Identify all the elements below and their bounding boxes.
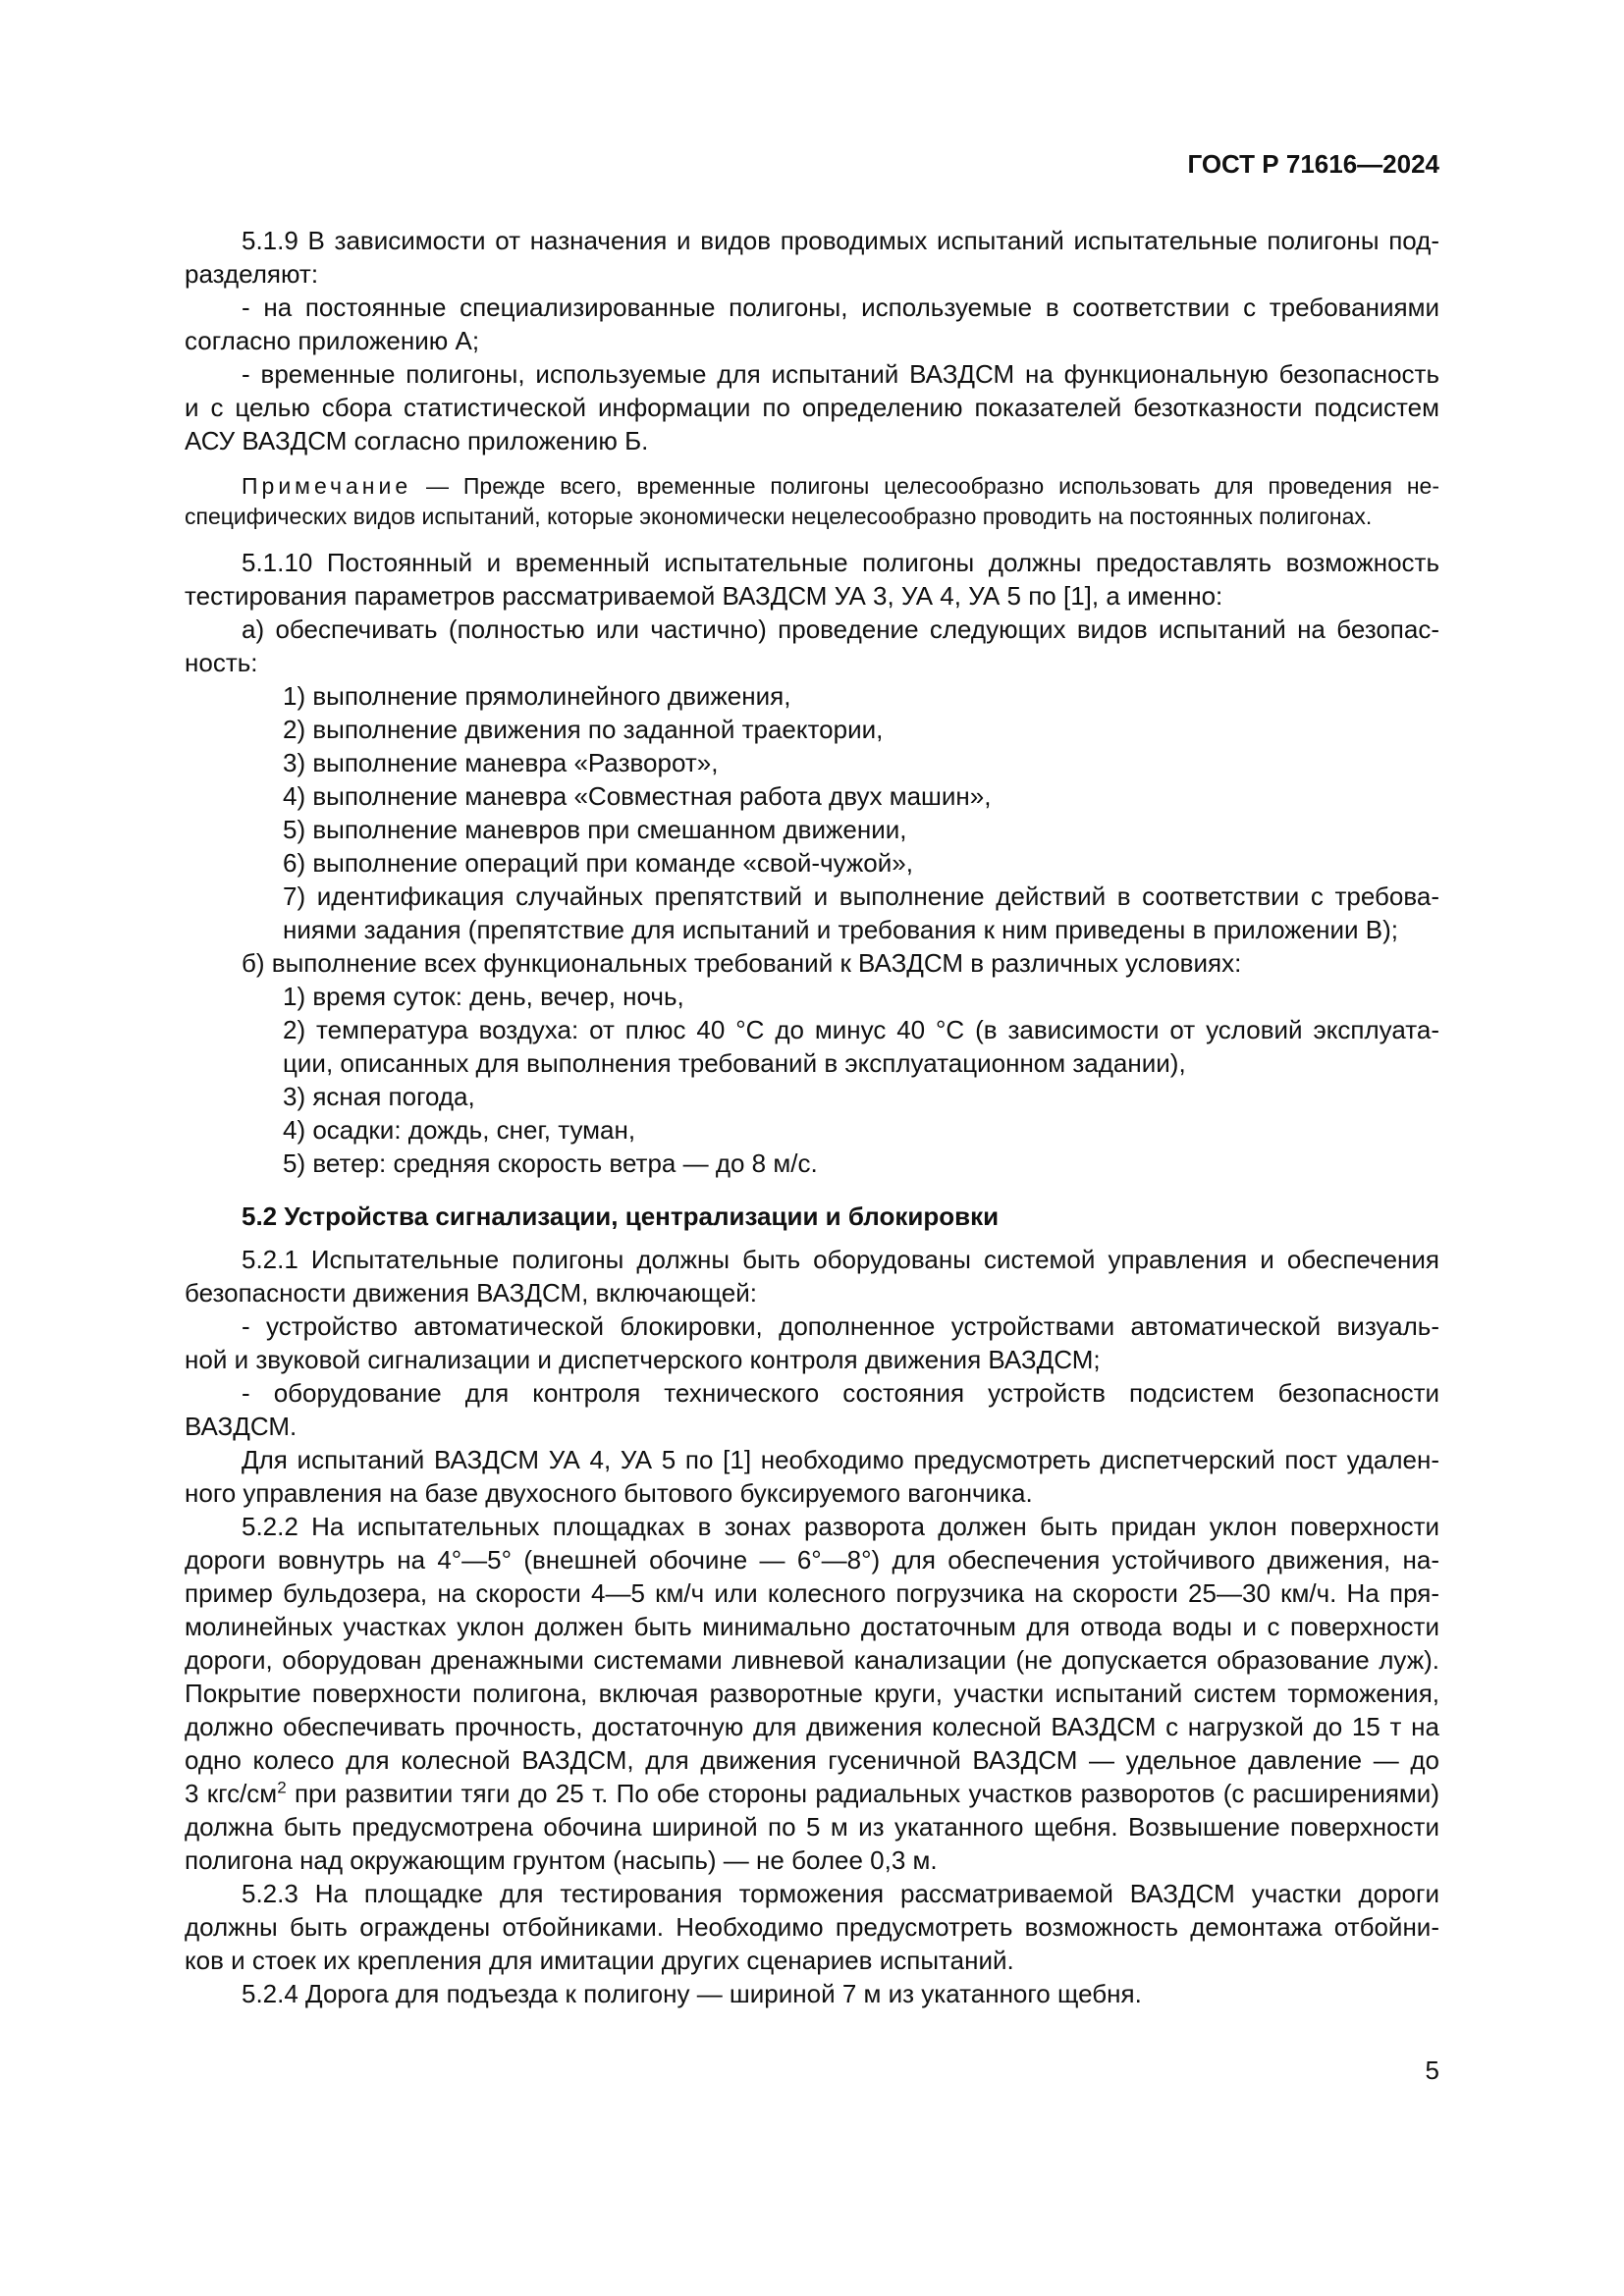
note-text-line1: — Прежде всего, временные полигоны целесообразно использовать для проведения не- xyxy=(411,473,1439,499)
clause-5-1-9-intro-line1: 5.1.9 В зависимости от назначения и видов проводимых испытаний испытательные полигоны под- xyxy=(242,226,1439,255)
clause-5-2-1-para-line1: Для испытаний ВАЗДСМ УА 4, УА 5 по [1] необходимо предусмотреть диспетчерский пост удален- xyxy=(242,1445,1439,1474)
clause-5-2-1-bullet2-line2: ВАЗДСМ. xyxy=(185,1412,298,1441)
note-text-line2: специфических видов испытаний, которые экономически нецелесообразно проводить на постоянных полигонах. xyxy=(185,504,1373,529)
item-a-7-line1: 7) идентификация случайных препятствий и выполнение действий в соответствии с требова- xyxy=(283,881,1439,911)
clause-5-2-2-line6: Покрытие поверхности полигона, включая разворотные круги, участки испытаний систем торможения, xyxy=(185,1679,1439,1708)
clause-5-2-2-line4: молинейных участках уклон должен быть минимально достаточным для отвода воды и с поверхности xyxy=(185,1612,1439,1641)
clause-5-2-1-bullet1-line1: - устройство автоматической блокировки, дополненное устройствами автоматической визуаль- xyxy=(242,1311,1439,1341)
clause-5-2-3-line3: ков и стоек их крепления для имитации других сценариев испытаний. xyxy=(185,1946,1014,1975)
clause-5-2-2-line9 xyxy=(185,1777,1439,1810)
item-a-line1: а) обеспечивать (полностью или частично) проведение следующих видов испытаний на безопас- xyxy=(242,614,1439,644)
clause-5-2-1-para-line2: ного управления на базе двухосного бытового буксируемого вагончика. xyxy=(185,1478,1033,1508)
clause-5-1-9-bullet2-line1: - временные полигоны, используемые для испытаний ВАЗДСМ на функциональную безопасность xyxy=(242,359,1439,389)
item-b-1: 1) время суток: день, вечер, ночь, xyxy=(283,982,684,1011)
document-designation: ГОСТ Р 71616—2024 xyxy=(1187,149,1439,179)
item-b-2-line1: 2) температура воздуха: от плюс 40 °С до минус 40 °С (в зависимости от условий эксплуата- xyxy=(283,1015,1439,1044)
clause-5-1-9-bullet2-line2: и с целью сбора статистической информации по определению показателей безотказности подсистем xyxy=(185,393,1439,422)
note xyxy=(185,471,1439,532)
item-a-3: 3) выполнение маневра «Разворот», xyxy=(283,748,719,777)
clause-5-2-2-line9-rest: при развитии тяги до 25 т. По обе стороны радиальных участков разворотов (с расширениями) xyxy=(286,1779,1439,1808)
clause-5-2-3-line1: 5.2.3 На площадке для тестирования торможения рассматриваемой ВАЗДСМ участки дороги xyxy=(242,1879,1439,1908)
item-a-6: 6) выполнение операций при команде «свой-чужой», xyxy=(283,848,913,878)
section-5-2-heading: 5.2 Устройства сигнализации, централизации и блокировки xyxy=(242,1201,1000,1231)
item-b-3: 3) ясная погода, xyxy=(283,1082,475,1111)
clause-5-1-9-intro-line2: разделяют: xyxy=(185,259,319,289)
item-b-4: 4) осадки: дождь, снег, туман, xyxy=(283,1115,636,1145)
clause-5-1-9-bullet2-line3: АСУ ВАЗДСМ согласно приложению Б. xyxy=(185,426,649,455)
item-a-7-line2: ниями задания (препятствие для испытаний и требования к ним приведены в приложении В); xyxy=(283,915,1398,944)
item-a-1: 1) выполнение прямолинейного движения, xyxy=(283,681,791,711)
clause-5-2-1-line2: безопасности движения ВАЗДСМ, включающей: xyxy=(185,1278,757,1308)
clause-5-1-10 xyxy=(185,546,1439,1180)
item-a-line2: ность: xyxy=(185,648,258,677)
note-line1 xyxy=(242,471,1439,502)
clause-5-2-2-line10: должна быть предусмотрена обочина шириной по 5 м из укатанного щебня. Возвышение поверхности xyxy=(185,1812,1439,1842)
clause-5-1-10-intro-line2: тестирования параметров рассматриваемой ВАЗДСМ УА 3, УА 4, УА 5 по [1], а именно: xyxy=(185,581,1223,611)
clause-5-2-2-line3: пример бульдозера, на скорости 4—5 км/ч или колесного погрузчика на скорости 25—30 км/ч. На пря- xyxy=(185,1578,1439,1608)
clause-5-1-9 xyxy=(185,224,1439,457)
clause-5-2-4: 5.2.4 Дорога для подъезда к полигону — шириной 7 м из укатанного щебня. xyxy=(242,1979,1142,2008)
clause-5-2-1-line1: 5.2.1 Испытательные полигоны должны быть оборудованы системой управления и обеспечения xyxy=(242,1245,1439,1274)
clause-5-1-9-bullet1-line2: согласно приложению А; xyxy=(185,326,480,355)
clause-5-2-2-line11: полигона над окружающим грунтом (насыпь) — не более 0,3 м. xyxy=(185,1845,938,1875)
item-b-intro: б) выполнение всех функциональных требований к ВАЗДСМ в различных условиях: xyxy=(242,948,1242,978)
unit-superscript: 2 xyxy=(277,1778,287,1797)
clause-5-2-2-line5: дороги, оборудован дренажными системами ливневой канализации (не допускается образование луж). xyxy=(185,1645,1439,1675)
note-label: Примечание xyxy=(242,473,412,499)
clause-5-2-1-bullet1-line2: ной и звуковой сигнализации и диспетчерского контроля движения ВАЗДСМ; xyxy=(185,1345,1101,1374)
clause-5-2-1-bullet2-line1: - оборудование для контроля технического состояния устройств подсистем безопасности xyxy=(242,1378,1439,1408)
item-a-5: 5) выполнение маневров при смешанном движении, xyxy=(283,815,907,844)
item-a-4: 4) выполнение маневра «Совместная работа двух машин», xyxy=(283,781,992,811)
item-a-2: 2) выполнение движения по заданной траектории, xyxy=(283,715,884,744)
clause-5-1-10-intro-line1: 5.1.10 Постоянный и временный испытательные полигоны должны предоставлять возможность xyxy=(242,548,1439,577)
section-5-2 xyxy=(185,1200,1439,2010)
clause-5-2-2-line8: одно колесо для колесной ВАЗДСМ, для движения гусеничной ВАЗДСМ — удельное давление — до xyxy=(185,1745,1439,1775)
page-content xyxy=(185,224,1439,2010)
unit-kgf-cm: 3 кгс/см xyxy=(185,1779,278,1808)
item-b-5: 5) ветер: средняя скорость ветра — до 8 м/с. xyxy=(283,1148,818,1178)
clause-5-2-3-line2: должны быть ограждены отбойниками. Необходимо предусмотреть возможность демонтажа отбойни- xyxy=(185,1912,1439,1942)
clause-5-2-2-line2: дороги вовнутрь на 4°—5° (внешней обочине — 6°—8°) для обеспечения устойчивого движения, на- xyxy=(185,1545,1439,1575)
clause-5-1-9-bullet1-line1: - на постоянные специализированные полигоны, используемые в соответствии с требованиями xyxy=(242,293,1439,322)
item-b-2-line2: ции, описанных для выполнения требований в эксплуатационном задании), xyxy=(283,1048,1186,1078)
page-number: 5 xyxy=(1425,2056,1439,2085)
clause-5-2-2-line1: 5.2.2 На испытательных площадках в зонах разворота должен быть придан уклон поверхности xyxy=(242,1512,1439,1541)
clause-5-2-2-line7: должно обеспечивать прочность, достаточную для движения колесной ВАЗДСМ с нагрузкой до 15 т на xyxy=(185,1712,1439,1741)
